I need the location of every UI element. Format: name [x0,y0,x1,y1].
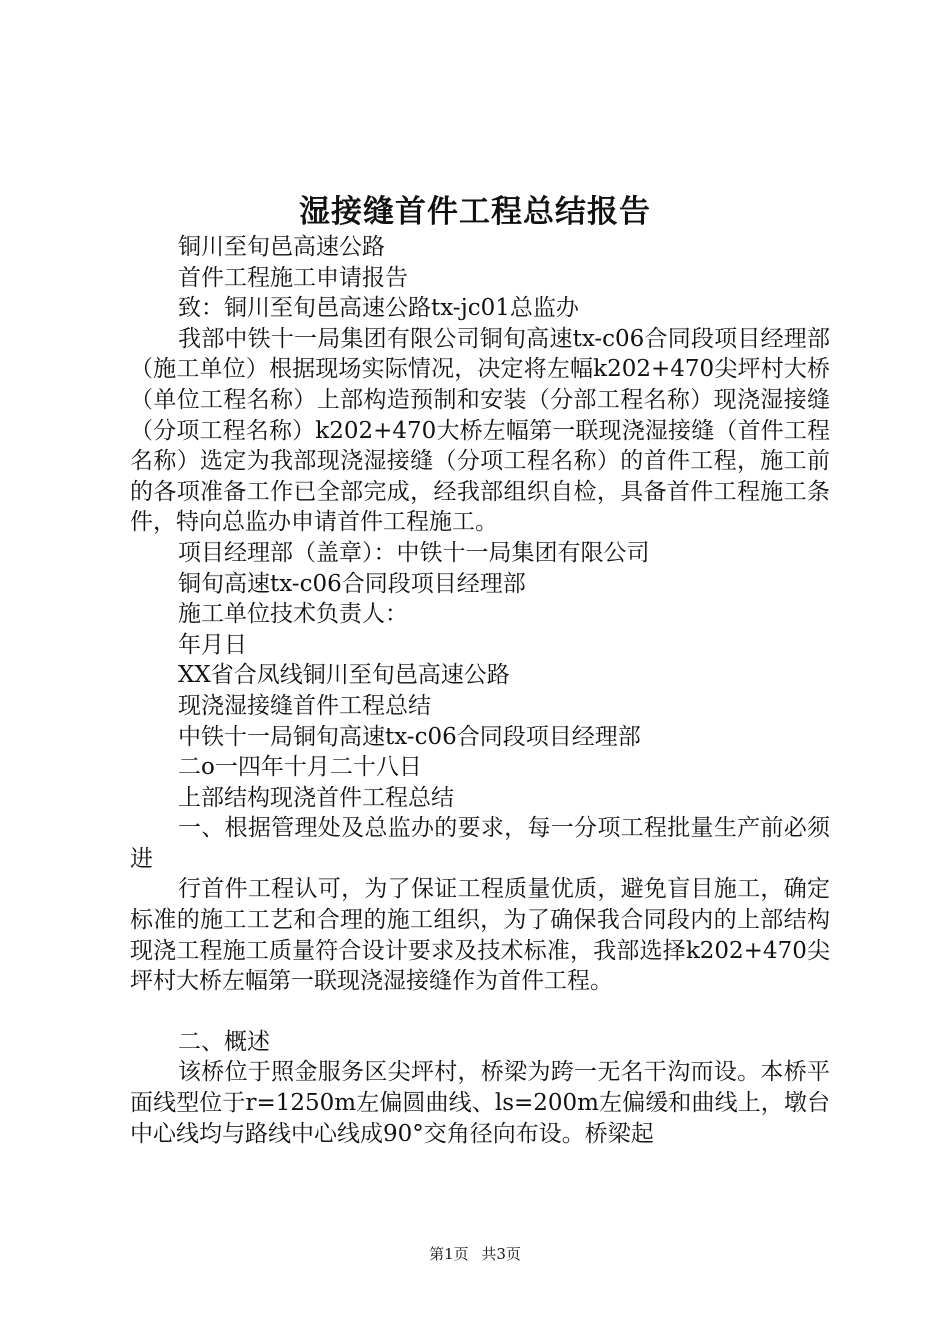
paragraph-date-blank: 年月日 [178,631,247,658]
paragraph-report-name: 首件工程施工申请报告 [178,264,408,291]
paragraph-seal: 项目经理部（盖章）：中铁十一局集团有限公司 [178,539,650,566]
page-number: 第1页 [429,1245,469,1263]
document-body [130,232,830,1149]
paragraph-summary-title: 现浇湿接缝首件工程总结 [178,692,431,719]
paragraph-road-name: 铜川至旬邑高速公路 [178,234,385,260]
document-title: 湿接缝首件工程总结报告 [299,194,651,230]
paragraph-section-one: 一、根据管理处及总监办的要求，每一分项工程批量生产前必须进 [130,815,830,872]
paragraph-tech-lead: 施工单位技术负责人： [178,601,408,628]
paragraph-overview: 该桥位于照金服务区尖坪村，桥梁为跨一无名干沟而设。本桥平面线型位于r=1250m左偏圆曲线、ls=200m左偏缓和曲线上，墩台中心线均与路线中心线成90°交角径向布设。桥梁起 [130,1059,830,1147]
paragraph-spacer [130,997,830,1027]
paragraph-date: 二o一四年十月二十八日 [178,754,422,781]
paragraph-application: 我部中铁十一局集团有限公司铜旬高速tx-c06合同段项目经理部（施工单位）根据现场实际情况，决定将左幅k202+470尖坪村大桥（单位工程名称）上部构造预制和安装（分部工程名称）现浇湿接缝（分项工程名称）k202+470大桥左幅第一联现浇湿接缝（首件工程名称）选定为我部现浇湿接缝（分项工程名称）的首件工程，施工前的各项准备工作已全部完成，经我部组织自检，具备首件工程施工条件，特向总监办申请首件工程施工。 [130,325,830,536]
paragraph-addressee: 致：铜川至旬邑高速公路tx-jc01总监办 [178,295,579,322]
paragraph-company: 中铁十一局铜旬高速tx-c06合同段项目经理部 [178,723,641,750]
paragraph-highway: XX省合凤线铜川至旬邑高速公路 [178,662,510,689]
paragraph-section-title: 上部结构现浇首件工程总结 [178,784,454,811]
paragraph-section-one-cont: 行首件工程认可，为了保证工程质量优质，避免盲目施工，确定标准的施工工艺和合理的施工组织，为了确保我合同段内的上部结构现浇工程施工质量符合设计要求及技术标准，我部选择k202+470尖坪村大桥左幅第一联现浇湿接缝作为首件工程。 [130,876,830,995]
page-total: 共3页 [481,1245,521,1263]
paragraph-project-dept: 铜旬高速tx-c06合同段项目经理部 [178,570,526,597]
page-footer [0,1243,950,1264]
paragraph-section-two-heading: 二、概述 [178,1028,270,1055]
